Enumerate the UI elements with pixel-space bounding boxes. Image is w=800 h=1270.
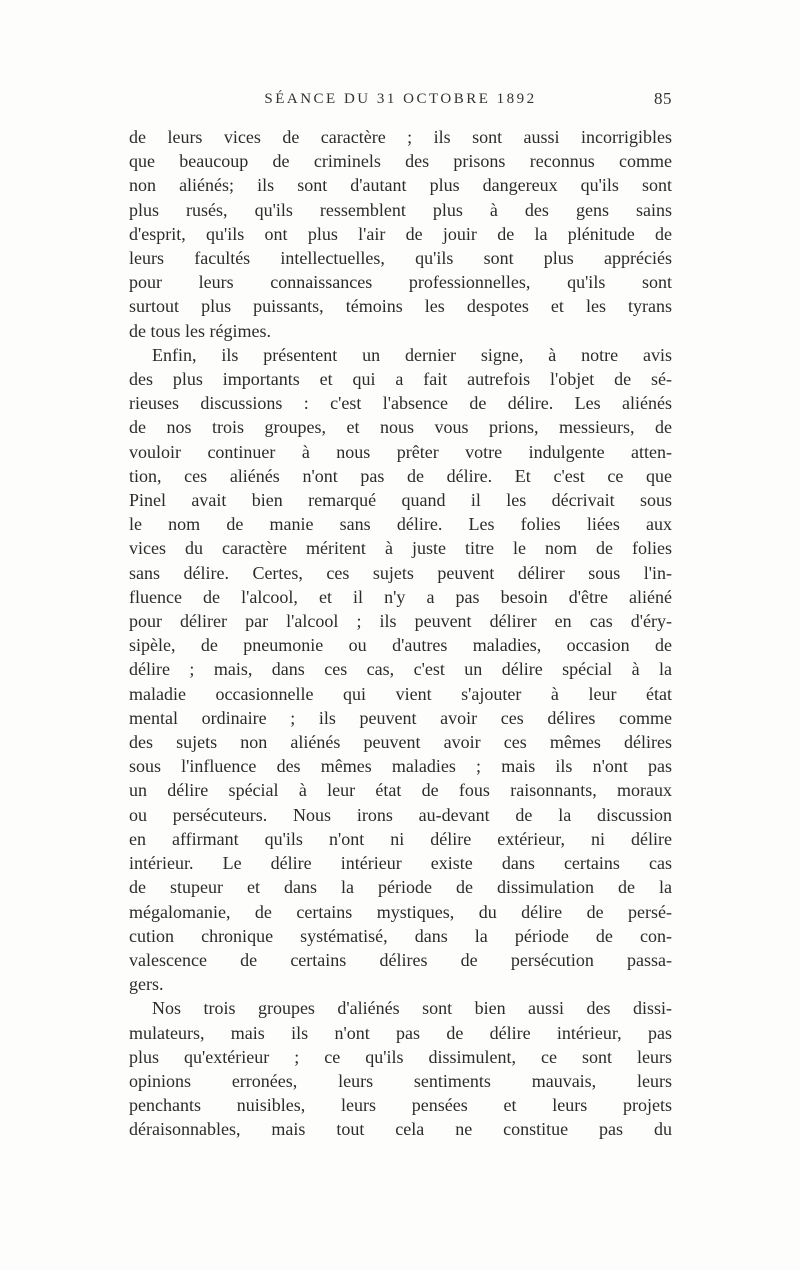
text-line: le nom de manie sans délire. Les folies liées aux — [129, 514, 672, 535]
text-line: intérieur. Le délire intérieur existe dans certains cas — [129, 853, 672, 874]
text-line: rieuses discussions : c'est l'absence de délire. Les aliénés — [129, 393, 672, 414]
text-line: leurs facultés intellectuelles, qu'ils sont plus appréciés — [129, 248, 672, 269]
text-line: pour délirer par l'alcool ; ils peuvent délirer en cas d'éry- — [129, 611, 672, 632]
running-title: SÉANCE DU 31 OCTOBRE 1892 — [264, 91, 537, 107]
text-line: des plus importants et qui a fait autrefois l'objet de sé- — [129, 369, 672, 390]
text-line: des sujets non aliénés peuvent avoir ces mêmes délires — [129, 732, 672, 753]
text-line: penchants nuisibles, leurs pensées et leurs projets — [129, 1095, 672, 1116]
text-line: maladie occasionnelle qui vient s'ajouter à leur état — [129, 683, 672, 704]
text-line: plus rusés, qu'ils ressemblent plus à des gens sains — [129, 199, 672, 220]
text-line: sans délire. Certes, ces sujets peuvent délirer sous l'in- — [129, 562, 672, 583]
text-line: tion, ces aliénés n'ont pas de délire. Et c'est ce que — [129, 465, 672, 486]
text-line: d'esprit, qu'ils ont plus l'air de jouir de la plénitude de — [129, 223, 672, 244]
text-line: ou persécuteurs. Nous irons au-devant de la discussion — [129, 804, 672, 825]
text-line: valescence de certains délires de persécution passa- — [129, 949, 672, 970]
text-line: Enfin, ils présentent un dernier signe, à notre avis — [152, 344, 672, 365]
page-number: 85 — [654, 89, 672, 108]
text-line: Nos trois groupes d'aliénés sont bien aussi des dissi- — [152, 998, 672, 1019]
text-line: surtout plus puissants, témoins les despotes et les tyrans — [129, 296, 672, 317]
text-line: de tous les régimes. — [129, 320, 271, 341]
text-line: mulateurs, mais ils n'ont pas de délire intérieur, pas — [129, 1022, 672, 1043]
text-line: de leurs vices de caractère ; ils sont aussi incorrigibles — [129, 127, 672, 147]
text-line: mental ordinaire ; ils peuvent avoir ces délires comme — [129, 707, 672, 728]
text-line: fluence de l'alcool, et il n'y a pas besoin d'être aliéné — [129, 586, 672, 607]
text-line: Pinel avait bien remarqué quand il les décrivait sous — [129, 490, 672, 511]
text-line: non aliénés; ils sont d'autant plus dangereux qu'ils sont — [129, 175, 672, 196]
text-line: délire ; mais, dans ces cas, c'est un délire spécial à la — [129, 659, 672, 680]
text-line: opinions erronées, leurs sentiments mauvais, leurs — [129, 1070, 672, 1091]
body-text — [129, 125, 672, 1142]
text-line: déraisonnables, mais tout cela ne constitue pas du — [129, 1119, 672, 1140]
text-line: pour leurs connaissances professionnelles, qu'ils sont — [129, 272, 672, 293]
text-line: sipèle, de pneumonie ou d'autres maladies, occasion de — [129, 635, 672, 656]
text-column — [129, 90, 672, 1142]
text-line: en affirmant qu'ils n'ont ni délire extérieur, ni délire — [129, 828, 672, 849]
text-line: vices du caractère méritent à juste titre le nom de folies — [129, 538, 672, 559]
text-line: un délire spécial à leur état de fous raisonnants, moraux — [129, 780, 672, 801]
text-line: gers. — [129, 974, 164, 995]
text-line: vouloir continuer à nous prêter votre indulgente atten- — [129, 441, 672, 462]
text-line: de nos trois groupes, et nous vous prions, messieurs, de — [129, 417, 672, 438]
text-line: de stupeur et dans la période de dissimulation de la — [129, 877, 672, 898]
text-line: plus qu'extérieur ; ce qu'ils dissimulent, ce sont leurs — [129, 1046, 672, 1067]
text-line: sous l'influence des mêmes maladies ; mais ils n'ont pas — [129, 756, 672, 777]
text-line: cution chronique systématisé, dans la période de con- — [129, 925, 672, 946]
page-header — [129, 90, 672, 112]
text-line: mégalomanie, de certains mystiques, du délire de persé- — [129, 901, 672, 922]
text-line: que beaucoup de criminels des prisons reconnus comme — [129, 151, 672, 172]
